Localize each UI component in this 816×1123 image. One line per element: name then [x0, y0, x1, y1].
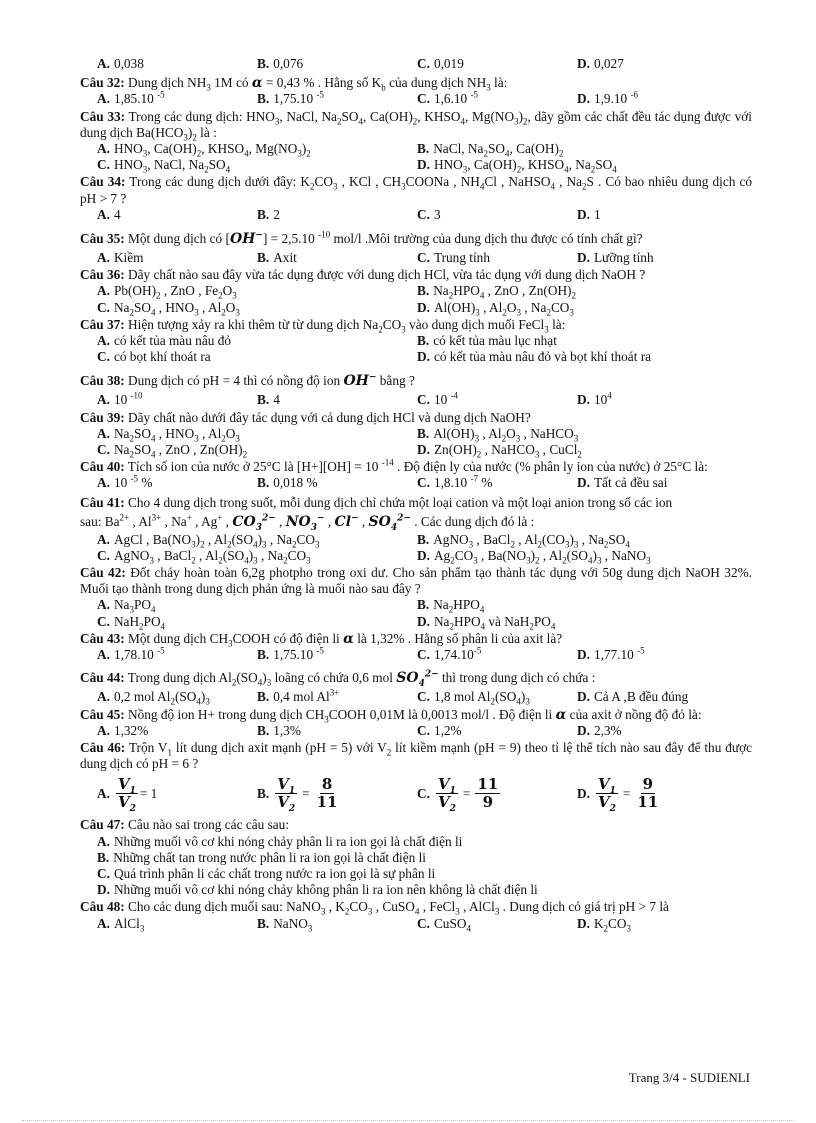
question-text: Câu 48: Cho các dung dịch muối sau: NaNO$_3$ , $K_2CO_3$ , CuSO$_4$ , FeCl$_3$ , AlCl$_3$ . Dung dịch có giá trị pH > 7 là [80, 899, 669, 917]
question-options [80, 141, 752, 173]
question-options [80, 91, 752, 107]
option-c: C. $HNO_3$, NaCl, $Na_2SO_4$ [97, 157, 231, 175]
option-c: C. 3 [417, 206, 441, 222]
option-a: A. 0,038 [97, 56, 144, 71]
option-b: B. Axit [257, 250, 297, 266]
question-46 [80, 739, 753, 815]
option-b: B. $Al(OH)_3$ , $Al_2O_3$ , NaHCO$_3$ [417, 425, 579, 444]
question-options [80, 392, 752, 408]
option-b: B. 0,4 mol $Al^{3+}$ [257, 687, 340, 705]
question-options [80, 689, 752, 705]
question-32 [80, 75, 752, 107]
question-text: Câu 44: Trong dung dịch $Al_2(SO_4)_3$ loãng có chứa 0,6 mol $SO_4^{2-}$ thì trong dung dịch có chứa : [80, 669, 596, 690]
question-41 [80, 493, 752, 564]
option-c: C. có bọt khí thoát ra [97, 349, 211, 365]
option-c: C. AgNO$_3$ , BaCl$_2$ , $Al_2(SO_4)_3$ , $Na_2CO_3$ [97, 547, 311, 566]
question-48 [80, 899, 752, 934]
page-footer: Trang 3/4 - SUDIENLI [628, 1070, 750, 1085]
q31-options [80, 56, 752, 72]
option-b: B. $\frac{V_1}{V_2}$ = $\frac{8}{11}$ [257, 775, 338, 815]
option-c: C. 10 $^{-4}$ [417, 391, 459, 408]
question-options [80, 916, 752, 932]
option-c: C. $1,74.10^{-5}$ [417, 645, 482, 663]
option-b: B. 1,75.10 $^{-5}$ [257, 645, 324, 663]
option-b: B. 1,75.10 $^{-5}$ [257, 89, 324, 107]
option-b: B. có kết tủa màu lục nhạt [417, 333, 557, 349]
option-d: D. Lưỡng tính [577, 250, 654, 266]
question-47 [80, 817, 752, 898]
option-c: C. $Na_2SO_4$ , $HNO_3$ , $Al_2O_3$ [97, 299, 240, 318]
option-a: A. $Na_3PO_4$ [97, 597, 156, 616]
option-a: A. 1,85.10 $^{-5}$ [97, 89, 165, 107]
option-a: A. Kiềm [97, 250, 144, 266]
option-a: A. 1,78.10 $^{-5}$ [97, 645, 165, 663]
question-42 [80, 565, 752, 630]
option-a: A. $\frac{V_1}{V_2}$ = 1 [97, 775, 158, 815]
question-options [80, 597, 752, 632]
question-text: Câu 43: Một dung dịch $CH_3COOH$ có độ điện li α là 1,32% . Hằng số phân li của axit là? [80, 630, 563, 649]
option-d: D. $\frac{V_1}{V_2}$ = $\frac{9}{11}$ [577, 775, 659, 815]
question-text: Câu 45: Nồng độ ion H+ trong dung dịch $CH_3COOH$ 0,01M là 0,0013 mol/l . Độ điện li α của axit ở nồng độ đó là: [80, 706, 702, 725]
question-36 [80, 267, 752, 316]
question-options [80, 475, 752, 491]
question-text: Câu 34: Trong các dung dịch dưới đây: $K_2CO_3$ , KCl , $CH_3COONa$ , $NH_4Cl$ , NaHSO$_4$ , $Na_2S$ . Có bao nhiêu dung dịch có pH > 7 ? [80, 174, 753, 206]
option-a: A. có kết tủa màu nâu đỏ [97, 333, 231, 349]
question-45 [80, 707, 752, 739]
question-34 [80, 174, 752, 223]
option-a: A. $Pb(OH)_2$ , ZnO , $Fe_2O_3$ [97, 283, 237, 302]
option-d: D. 1,9.10 $^{-6}$ [577, 89, 639, 107]
option-d: D. $Ag_2CO_3$ , $Ba(NO_3)_2$ , $Al_2(SO_4)_3$ , NaNO$_3$ [417, 547, 651, 566]
option-d: D. Cả A ,B đều đúng [577, 689, 689, 705]
option-d: D. 2,3% [577, 722, 622, 738]
option-c: C. 1,8.10 $^{-7}$ % [417, 474, 493, 491]
question-options [80, 647, 752, 663]
option-b: B. 2 [257, 206, 280, 222]
question-text: Câu 37: Hiện tượng xảy ra khi thêm từ từ dung dịch $Na_2CO_3$ vào dung dịch muối FeCl$_3$ là: [80, 316, 566, 335]
option-b: B. 1,3% [257, 722, 301, 738]
option-d: D. có kết tủa màu nâu đỏ và bọt khí thoát ra [417, 349, 652, 365]
question-text: Câu 35: Một dung dịch có [OH−] = 2,5.10 $^{-10}$ mol/l .Môi trường của dung dịch thu được có tính chất gì? [80, 229, 643, 248]
option-d: D. Tất cả đều sai [577, 475, 668, 491]
question-text: Câu 40: Tích số ion của nước ở 25°C là [H+][OH] = 10 $^{-14}$ . Độ điện ly của nước (% phân ly ion của nước) ở 25°C là: [80, 457, 708, 475]
question-40 [80, 459, 752, 491]
option-c: C. Trung tính [417, 250, 490, 266]
option-c: C. 1,8 mol $Al_2(SO_4)_3$ [417, 689, 530, 707]
option-b: B. NaNO$_3$ [257, 915, 313, 934]
question-text: Câu 41: Cho 4 dung dịch trong suốt, mỗi dung dịch chỉ chứa một loại cation và một loại anion trong số các ion sau: $Ba^{2+}$ , $Al^{3+}$ , Na+ , Ag+ , $CO_3^{2-}$ , $NO_3^-$ , Cl− , $SO_4^{2-}$ . Các dung dịch đó là : [80, 494, 673, 533]
option-b: B. AgNO$_3$ , BaCl$_2$ , $Al_2(CO_3)_3$ , $Na_2SO_4$ [417, 531, 630, 550]
option-a: A. 0,2 mol $Al_2(SO_4)_3$ [97, 689, 210, 707]
question-33 [80, 109, 752, 174]
question-38 [80, 370, 752, 408]
question-options [80, 426, 752, 458]
option-c: C. Quá trình phân li các chất trong nước ra ion gọi là sự phân li [97, 865, 436, 881]
option-c: C. 1,6.10 $^{-5}$ [417, 89, 479, 107]
option-b: B. $Na_2HPO_4$ , ZnO , $Zn(OH)_2$ [417, 283, 576, 302]
question-options [80, 283, 752, 318]
option-d: D. Những muối vô cơ khi nóng chảy không phân li ra ion nên không là chất điện li [97, 882, 538, 898]
option-a: A. AlCl$_3$ [97, 915, 145, 934]
option-c: C. CuSO$_4$ [417, 915, 471, 934]
option-d: D. $Al(OH)_3$ , $Al_2O_3$ , $Na_2CO_3$ [417, 299, 574, 318]
question-options [80, 723, 752, 739]
option-a: A. Những muối vô cơ khi nóng chảy phân li ra ion gọi là chất điện li [97, 833, 463, 849]
option-d: D. 1 [577, 206, 601, 222]
option-a: A. 1,32% [97, 722, 149, 738]
option-b: B. 0,076 [257, 56, 304, 71]
question-43 [80, 631, 752, 663]
question-text: Câu 33: Trong các dung dịch: $HNO_3$, NaCl, $Na_2SO_4$, $Ca(OH)_2$, $KHSO_4$, $Mg(NO_3)_2$, dãy gồm các chất đều tác dụng được với dung dịch $Ba(HCO_3)_2$ là : [80, 108, 753, 143]
option-d: D. $10^4$ [577, 391, 612, 408]
question-options [80, 532, 752, 564]
option-c: C. 1,2% [417, 722, 462, 738]
question-37 [80, 317, 752, 366]
option-c: C. 0,019 [417, 56, 464, 71]
option-b: B. $Na_2HPO_4$ [417, 597, 485, 616]
option-c: C. $NaH_2PO_4$ [97, 613, 166, 632]
question-44 [80, 667, 752, 705]
question-text: Câu 38: Dung dịch có pH = 4 thì có nồng độ ion OH− bằng ? [80, 372, 415, 390]
question-text: Câu 36: Dãy chất nào sau đây vừa tác dụng được với dung dịch HCl, vừa tác dụng với dung dịch NaOH ? [80, 267, 646, 283]
option-b: B. NaCl, $Na_2SO_4$, $Ca(OH)_2$ [417, 141, 564, 159]
question-options [80, 333, 752, 365]
option-d: D. 0,027 [577, 56, 624, 71]
question-options [80, 207, 752, 223]
question-options [80, 834, 752, 899]
footer-divider [22, 1120, 794, 1121]
question-text: Câu 42: Đốt cháy hoàn toàn 6,2g photpho trong oxi dư. Cho sản phẩm tạo thành tác dụng với 50g dung dịch NaOH 32%. Muối tạo thành trong dung dịch phản ứng là muối nào sau đây ? [80, 565, 752, 597]
exam-page [80, 56, 752, 933]
option-d: D. $Na_2HPO_4$ và $NaH_2PO_4$ [417, 613, 556, 632]
option-c: C. $\frac{V_1}{V_2}$ = $\frac{11}{9}$ [417, 775, 499, 815]
question-options [80, 250, 752, 266]
question-text: Câu 46: Trộn $V_1$ lít dung dịch axit mạnh (pH = 5) với $V_2$ lít kiềm mạnh (pH = 9) theo tỉ lệ thể tích nào sau đây để thu được dung dịch có pH = 6 ? [80, 739, 753, 772]
question-text: Câu 32: Dung dịch $NH_3$ 1M có α = 0,43 % . Hằng số $K_b$ của dung dịch $NH_3$ là: [80, 75, 508, 93]
option-b: B. Những chất tan trong nước phân li ra ion gọi là chất điện li [97, 849, 426, 865]
question-options [80, 775, 752, 815]
option-d: D. 1,77.10 $^{-5}$ [577, 645, 645, 663]
option-a: A. $HNO_3$, $Ca(OH)_2$, $KHSO_4$, $Mg(NO_3)_2$ [97, 141, 311, 159]
option-b: B. 4 [257, 392, 280, 408]
option-b: B. 0,018 % [257, 475, 318, 491]
question-35 [80, 228, 752, 266]
option-c: C. $Na_2SO_4$ , ZnO , $Zn(OH)_2$ [97, 442, 248, 460]
option-a: A. 4 [97, 206, 121, 222]
option-a: A. AgCl , $Ba(NO_3)_2$ , $Al_2(SO_4)_3$ , $Na_2CO_3$ [97, 531, 320, 550]
question-39 [80, 410, 752, 459]
question-text: Câu 47: Câu nào sai trong các câu sau: [80, 817, 290, 833]
option-a: A. $Na_2SO_4$ , $HNO_3$ , $Al_2O_3$ [97, 425, 240, 444]
question-text: Câu 39: Dãy chất nào dưới đây tác dụng với cả dung dịch HCl và dung dịch NaOH? [80, 409, 531, 425]
option-d: D. $HNO_3$, $Ca(OH)_2$, $KHSO_4$, $Na_2SO_4$ [417, 157, 617, 175]
option-a: A. 10 $^{-10}$ [97, 391, 143, 408]
option-d: D. $Zn(OH)_2$ , NaHCO$_3$ , CuCl$_2$ [417, 442, 582, 460]
option-a: A. 10 $^{-5}$ % [97, 474, 153, 491]
option-d: D. $K_2CO_3$ [577, 915, 632, 934]
